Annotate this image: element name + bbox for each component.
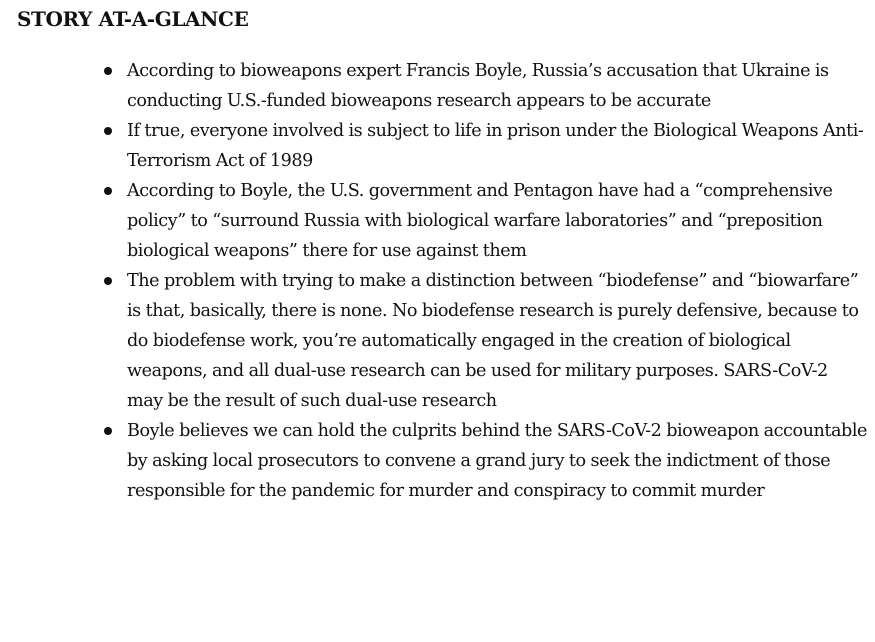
bullet-item [0, 176, 867, 266]
bullet-text: If true, everyone involved is subject to life in prison under the Biological Weapons Anti-Terrorism Act of 1989 [127, 121, 864, 171]
bullet-icon [104, 427, 112, 435]
bullet-item [0, 416, 867, 506]
summary-bullet-list [0, 56, 875, 506]
bullet-icon [104, 67, 112, 75]
bullet-icon [104, 277, 112, 285]
section-heading: STORY AT-A-GLANCE [17, 7, 249, 31]
bullet-text: According to Boyle, the U.S. government and Pentagon have had a “comprehensive policy” to “surround Russia with biological warfare laboratories” and “preposition biological weapons” there for use against them [127, 181, 833, 261]
bullet-icon [104, 127, 112, 135]
bullet-text: Boyle believes we can hold the culprits behind the SARS-CoV-2 bioweapon accountable by asking local prosecutors to convene a grand jury to seek the indictment of those responsible for the pandemic for murder and conspiracy to commit murder [127, 421, 867, 501]
bullet-icon [104, 187, 112, 195]
bullet-text: The problem with trying to make a distinction between “biodefense” and “biowarfare” is that, basically, there is none. No biodefense research is purely defensive, because to do biodefense work, you’re automatically engaged in the creation of biological weapons, and all dual-use research can be used for military purposes. SARS-CoV-2 may be the result of such dual-use research [127, 271, 859, 411]
bullet-item [0, 266, 867, 416]
bullet-item [0, 116, 867, 176]
bullet-item [0, 56, 867, 116]
bullet-text: According to bioweapons expert Francis Boyle, Russia’s accusation that Ukraine is conducting U.S.-funded bioweapons research appears to be accurate [127, 61, 829, 111]
